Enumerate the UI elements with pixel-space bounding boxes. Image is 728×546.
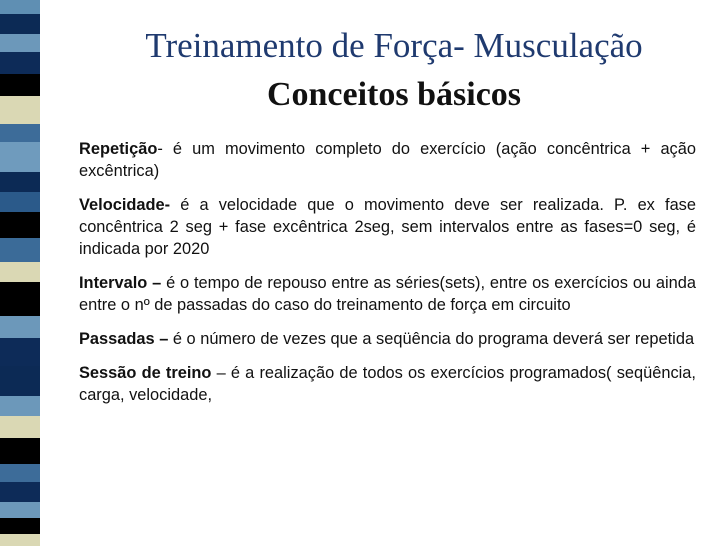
slide-title: Treinamento de Força- Musculação bbox=[145, 26, 643, 65]
item-term: Passadas – bbox=[79, 330, 169, 348]
item-text: – é a realização de todos os exercícios programados( seqüência, carga, velocidade, bbox=[79, 364, 696, 404]
item-text: é a velocidade que o movimento deve ser realizada. P. ex fase concêntrica 2 seg + fase excêntrica 2seg, sem intervalos entre as fases=0 seg, é indicada por 2020 bbox=[79, 196, 696, 258]
item-sessao bbox=[79, 362, 696, 406]
item-term: Repetição bbox=[79, 140, 158, 158]
item-term: Velocidade- bbox=[79, 196, 171, 214]
item-intervalo bbox=[79, 272, 696, 316]
item-velocidade bbox=[79, 194, 696, 260]
item-term: Sessão de treino bbox=[79, 364, 212, 382]
item-passadas bbox=[79, 328, 696, 350]
slide-subtitle: Conceitos básicos bbox=[266, 76, 522, 113]
slide-body bbox=[79, 138, 696, 418]
decorative-stripe bbox=[0, 0, 40, 546]
item-text: - é um movimento completo do exercício (ação concêntrica + ação excêntrica) bbox=[79, 140, 696, 180]
item-repeticao bbox=[79, 138, 696, 182]
item-text: é o tempo de repouso entre as séries(sets), entre os exercícios ou ainda entre o nº de passadas do caso do treinamento de força em circuito bbox=[79, 274, 696, 314]
item-term: Intervalo – bbox=[79, 274, 162, 292]
item-text: é o número de vezes que a seqüência do programa deverá ser repetida bbox=[168, 330, 695, 348]
